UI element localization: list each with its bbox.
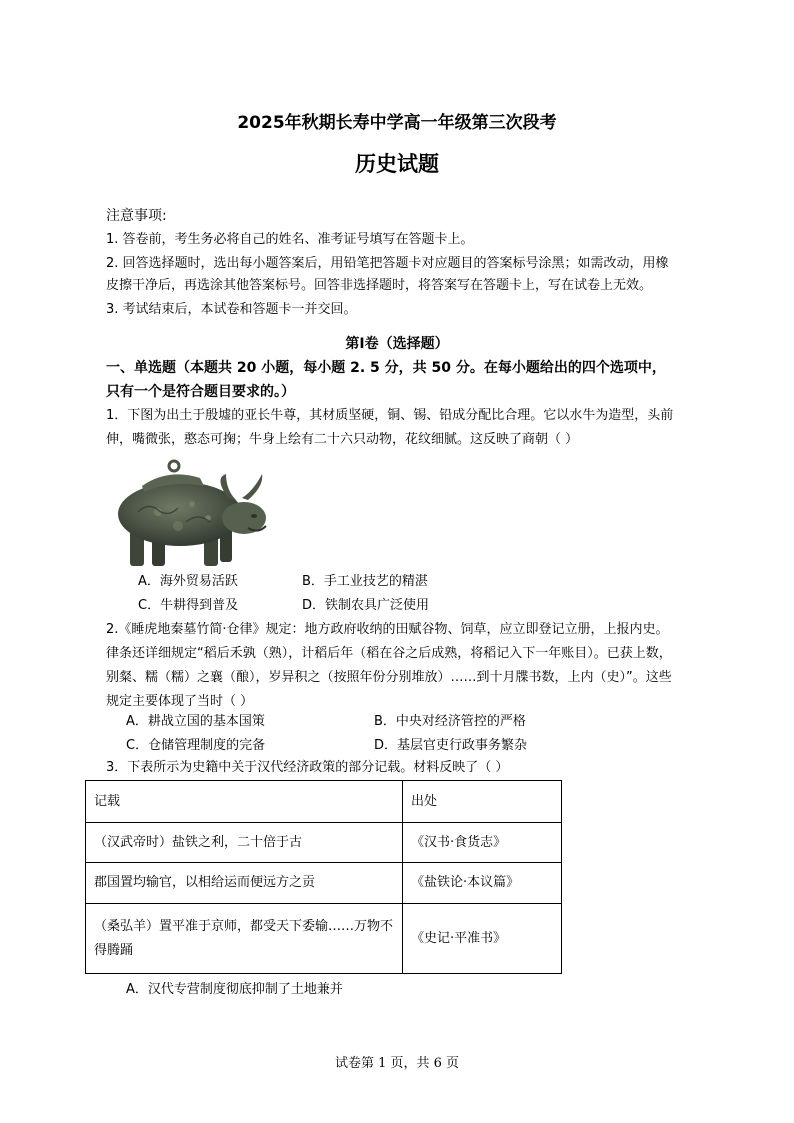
table-cell-source: 《汉书·食货志》 bbox=[403, 823, 562, 863]
table-cell-record: （汉武帝时）盐铁之利，二十倍于古 bbox=[86, 823, 403, 863]
table-row bbox=[86, 823, 562, 863]
q2-stem-line3: 别粲、糯（糯）之襄（酿），岁异积之（按照年份分别堆放）……到十月牒书数，上内（史）”。这些 bbox=[106, 670, 672, 685]
table-cell-record: 郡国置均输官，以相给运而便远方之贡 bbox=[86, 863, 403, 904]
q2-option-c[interactable]: C．仓储管理制度的完备 bbox=[126, 738, 266, 753]
part-heading-line1: 一、单选题（本题共 20 小题，每小题 2. 5 分，共 50 分。在每小题给出的四个选项中， bbox=[106, 360, 666, 376]
bronze-ox-zun-image bbox=[108, 452, 268, 572]
q3-option-a[interactable]: A．汉代专营制度彻底抑制了土地兼并 bbox=[126, 982, 343, 997]
table-header-record: 记载 bbox=[86, 781, 403, 823]
q1-option-d[interactable]: D．铁制农具广泛使用 bbox=[302, 598, 430, 613]
table-header-source: 出处 bbox=[403, 781, 562, 823]
volume-title: 第Ⅰ卷（选择题） bbox=[345, 336, 449, 352]
policy-records-table bbox=[85, 780, 562, 974]
notes-item-2b: 皮擦干净后，再选涂其他答案标号。回答非选择题时，将答案写在答题卡上，写在试卷上无效。 bbox=[106, 278, 653, 293]
table-row bbox=[86, 904, 562, 974]
exam-subject: 历史试题 bbox=[355, 152, 439, 176]
table-cell-record: （桑弘羊）置平准于京师，都受天下委输……万物不得腾踊 bbox=[86, 904, 403, 974]
table-row bbox=[86, 863, 562, 904]
q2-option-d[interactable]: D．基层官吏行政事务繁杂 bbox=[374, 738, 528, 753]
q1-option-b[interactable]: B．手工业技艺的精湛 bbox=[302, 574, 428, 589]
table-header-row bbox=[86, 781, 562, 823]
q1-stem-line2: 伸，嘴微张，憨态可掬；牛身上绘有二十六只动物，花纹细腻。这反映了商朝（ ） bbox=[106, 432, 579, 447]
notes-item-3: 3. 考试结束后，本试卷和答题卡一并交回。 bbox=[106, 302, 357, 317]
table-cell-source: 《史记·平准书》 bbox=[403, 904, 562, 974]
q2-option-a[interactable]: A．耕战立国的基本国策 bbox=[126, 714, 265, 729]
notes-heading: 注意事项: bbox=[106, 208, 167, 224]
q2-stem-line4: 规定主要体现了当时（ ） bbox=[106, 694, 254, 709]
q1-option-a[interactable]: A．海外贸易活跃 bbox=[138, 574, 238, 589]
notes-item-2a: 2. 回答选择题时，选出每小题答案后，用铅笔把答题卡对应题目的答案标号涂黑；如需改动，用橡 bbox=[106, 256, 669, 271]
exam-title: 2025年秋期长寿中学高一年级第三次段考 bbox=[237, 113, 557, 133]
q2-option-b[interactable]: B．中央对经济管控的严格 bbox=[374, 714, 526, 729]
q2-stem-line1: 2.《睡虎地秦墓竹简·仓律》规定：地方政府收纳的田赋谷物、饲草，应立即登记立册，上报内史。 bbox=[106, 622, 669, 637]
page-footer: 试卷第 1 页，共 6 页 bbox=[334, 1056, 460, 1071]
part-heading-line2: 只有一个是符合题目要求的。） bbox=[106, 384, 295, 400]
q1-option-c[interactable]: C．牛耕得到普及 bbox=[138, 598, 239, 613]
q2-stem-line2: 律条还详细规定“稻后禾孰（熟），计稻后年（稻在谷之后成熟，将稻记入下一年账目）。已获上数， bbox=[106, 646, 672, 661]
q3-stem: 3．下表所示为史籍中关于汉代经济政策的部分记载。材料反映了（ ） bbox=[106, 760, 509, 775]
notes-item-1: 1. 答卷前，考生务必将自己的姓名、准考证号填写在答题卡上。 bbox=[106, 232, 474, 247]
table-cell-source: 《盐铁论·本议篇》 bbox=[403, 863, 562, 904]
q1-stem-line1: 1．下图为出土于殷墟的亚长牛尊，其材质坚硬，铜、锡、铅成分配比合理。它以水牛为造型，头前 bbox=[106, 408, 674, 423]
